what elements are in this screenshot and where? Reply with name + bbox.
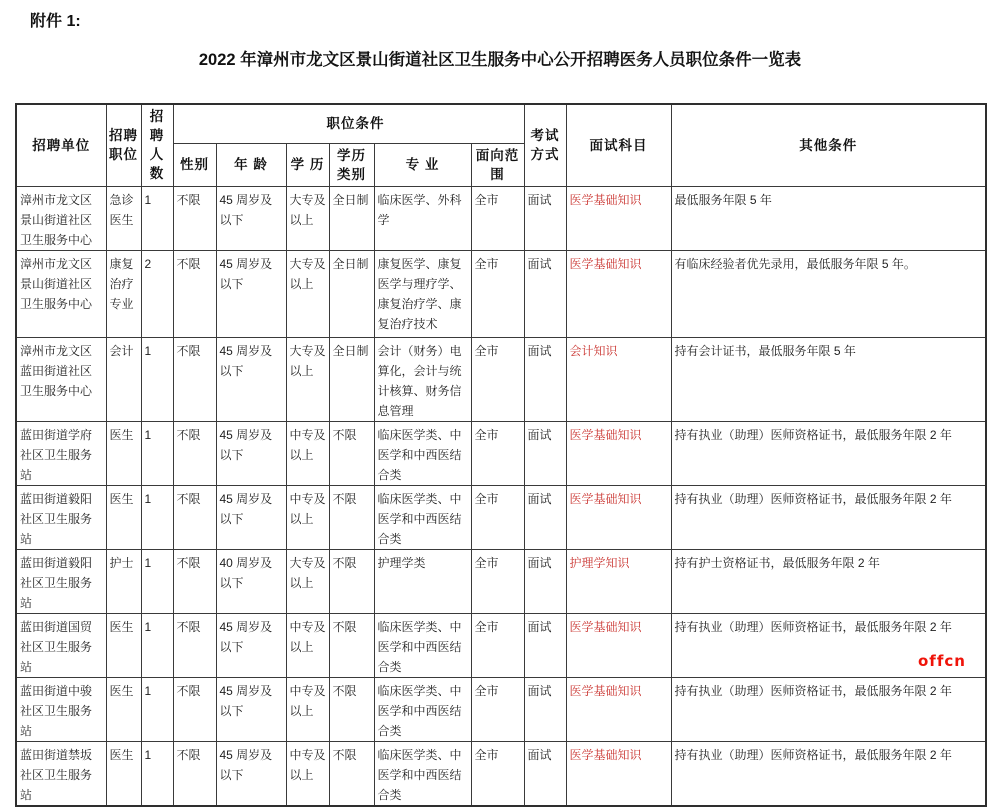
cell-position: 会计 xyxy=(106,337,141,421)
table-body xyxy=(16,186,986,806)
cell-count: 1 xyxy=(141,741,173,806)
cell-other: 持有执业（助理）医师资格证书，最低服务年限 2 年 xyxy=(671,485,986,549)
cell-education: 中专及以上 xyxy=(286,421,329,485)
table-row xyxy=(16,421,986,485)
cell-count: 2 xyxy=(141,250,173,337)
cell-other: 持有执业（助理）医师资格证书，最低服务年限 2 年 xyxy=(671,741,986,806)
cell-unit: 蓝田街道国贸社区卫生服务站 xyxy=(16,613,106,677)
cell-age: 45 周岁及以下 xyxy=(216,250,286,337)
cell-subject: 医学基础知识 xyxy=(566,485,671,549)
cell-education: 大专及以上 xyxy=(286,186,329,250)
cell-edu_type: 不限 xyxy=(329,549,374,613)
cell-other: 持有护士资格证书，最低服务年限 2 年 xyxy=(671,549,986,613)
cell-count: 1 xyxy=(141,337,173,421)
cell-scope: 全市 xyxy=(471,250,524,337)
cell-education: 大专及以上 xyxy=(286,250,329,337)
cell-major: 康复医学、康复医学与理疗学、康复治疗学、康复治疗技术 xyxy=(374,250,471,337)
cell-position: 医生 xyxy=(106,485,141,549)
header-other: 其他条件 xyxy=(671,104,986,186)
cell-major: 会计（财务）电算化，会计与统计核算、财务信息管理 xyxy=(374,337,471,421)
header-exam-method: 考试方式 xyxy=(524,104,566,186)
cell-edu_type: 全日制 xyxy=(329,337,374,421)
cell-scope: 全市 xyxy=(471,613,524,677)
header-major: 专 业 xyxy=(374,143,471,186)
cell-unit: 蓝田街道学府社区卫生服务站 xyxy=(16,421,106,485)
cell-major: 临床医学类、中医学和中西医结合类 xyxy=(374,677,471,741)
cell-scope: 全市 xyxy=(471,677,524,741)
cell-exam: 面试 xyxy=(524,250,566,337)
cell-other: 持有执业（助理）医师资格证书，最低服务年限 2 年 xyxy=(671,421,986,485)
cell-edu_type: 全日制 xyxy=(329,186,374,250)
cell-subject: 医学基础知识 xyxy=(566,250,671,337)
cell-gender: 不限 xyxy=(173,741,216,806)
table-row xyxy=(16,250,986,337)
cell-edu_type: 不限 xyxy=(329,421,374,485)
cell-gender: 不限 xyxy=(173,337,216,421)
cell-education: 中专及以上 xyxy=(286,677,329,741)
cell-position: 医生 xyxy=(106,741,141,806)
cell-edu_type: 不限 xyxy=(329,677,374,741)
cell-count: 1 xyxy=(141,613,173,677)
cell-exam: 面试 xyxy=(524,677,566,741)
table-row xyxy=(16,613,986,677)
cell-count: 1 xyxy=(141,485,173,549)
table-row xyxy=(16,677,986,741)
cell-other: 有临床经验者优先录用，最低服务年限 5 年。 xyxy=(671,250,986,337)
cell-gender: 不限 xyxy=(173,613,216,677)
cell-age: 45 周岁及以下 xyxy=(216,186,286,250)
table-header xyxy=(16,104,986,186)
cell-education: 中专及以上 xyxy=(286,741,329,806)
cell-unit: 蓝田街道中骏社区卫生服务站 xyxy=(16,677,106,741)
cell-scope: 全市 xyxy=(471,186,524,250)
cell-education: 中专及以上 xyxy=(286,485,329,549)
cell-age: 45 周岁及以下 xyxy=(216,337,286,421)
cell-exam: 面试 xyxy=(524,613,566,677)
cell-unit: 漳州市龙文区景山街道社区卫生服务中心 xyxy=(16,186,106,250)
cell-subject: 医学基础知识 xyxy=(566,677,671,741)
cell-unit: 蓝田街道禁坂社区卫生服务站 xyxy=(16,741,106,806)
table-row xyxy=(16,337,986,421)
cell-scope: 全市 xyxy=(471,337,524,421)
table-row xyxy=(16,741,986,806)
cell-position: 康复治疗专业 xyxy=(106,250,141,337)
cell-subject: 医学基础知识 xyxy=(566,186,671,250)
header-unit: 招聘单位 xyxy=(16,104,106,186)
cell-position: 护士 xyxy=(106,549,141,613)
cell-scope: 全市 xyxy=(471,549,524,613)
cell-age: 40 周岁及以下 xyxy=(216,549,286,613)
header-count: 招聘人数 xyxy=(141,104,173,186)
cell-position: 急诊医生 xyxy=(106,186,141,250)
cell-unit: 蓝田街道毅阳社区卫生服务站 xyxy=(16,549,106,613)
table-row xyxy=(16,186,986,250)
attachment-label: 附件 1: xyxy=(30,13,81,30)
cell-education: 大专及以上 xyxy=(286,549,329,613)
cell-exam: 面试 xyxy=(524,741,566,806)
cell-count: 1 xyxy=(141,186,173,250)
cell-gender: 不限 xyxy=(173,186,216,250)
cell-count: 1 xyxy=(141,421,173,485)
cell-edu_type: 全日制 xyxy=(329,250,374,337)
cell-exam: 面试 xyxy=(524,485,566,549)
cell-subject: 会计知识 xyxy=(566,337,671,421)
header-interview-subject: 面试科目 xyxy=(566,104,671,186)
cell-major: 临床医学类、中医学和中西医结合类 xyxy=(374,421,471,485)
cell-count: 1 xyxy=(141,549,173,613)
cell-position: 医生 xyxy=(106,421,141,485)
cell-gender: 不限 xyxy=(173,549,216,613)
header-age: 年 龄 xyxy=(216,143,286,186)
cell-age: 45 周岁及以下 xyxy=(216,677,286,741)
cell-subject: 医学基础知识 xyxy=(566,741,671,806)
cell-education: 大专及以上 xyxy=(286,337,329,421)
cell-edu_type: 不限 xyxy=(329,613,374,677)
cell-other: 最低服务年限 5 年 xyxy=(671,186,986,250)
offcn-watermark: offcn xyxy=(918,652,966,670)
cell-position: 医生 xyxy=(106,677,141,741)
recruitment-table xyxy=(15,103,987,807)
cell-exam: 面试 xyxy=(524,549,566,613)
header-position: 招聘职位 xyxy=(106,104,141,186)
cell-scope: 全市 xyxy=(471,485,524,549)
cell-gender: 不限 xyxy=(173,421,216,485)
cell-gender: 不限 xyxy=(173,485,216,549)
cell-age: 45 周岁及以下 xyxy=(216,741,286,806)
cell-position: 医生 xyxy=(106,613,141,677)
cell-gender: 不限 xyxy=(173,250,216,337)
cell-other: 持有执业（助理）医师资格证书，最低服务年限 2 年 xyxy=(671,677,986,741)
cell-major: 临床医学、外科学 xyxy=(374,186,471,250)
cell-major: 临床医学类、中医学和中西医结合类 xyxy=(374,741,471,806)
cell-age: 45 周岁及以下 xyxy=(216,613,286,677)
cell-subject: 医学基础知识 xyxy=(566,613,671,677)
page-title: 2022 年漳州市龙文区景山街道社区卫生服务中心公开招聘医务人员职位条件一览表 xyxy=(198,51,802,69)
cell-unit: 漳州市龙文区蓝田街道社区卫生服务中心 xyxy=(16,337,106,421)
cell-scope: 全市 xyxy=(471,741,524,806)
cell-age: 45 周岁及以下 xyxy=(216,485,286,549)
cell-major: 临床医学类、中医学和中西医结合类 xyxy=(374,613,471,677)
cell-count: 1 xyxy=(141,677,173,741)
table-row xyxy=(16,549,986,613)
table-row xyxy=(16,485,986,549)
cell-unit: 漳州市龙文区景山街道社区卫生服务中心 xyxy=(16,250,106,337)
cell-age: 45 周岁及以下 xyxy=(216,421,286,485)
cell-subject: 医学基础知识 xyxy=(566,421,671,485)
cell-other: 持有执业（助理）医师资格证书，最低服务年限 2 年 xyxy=(671,613,986,677)
cell-major: 临床医学类、中医学和中西医结合类 xyxy=(374,485,471,549)
cell-scope: 全市 xyxy=(471,421,524,485)
cell-subject: 护理学知识 xyxy=(566,549,671,613)
header-edu-type: 学历类别 xyxy=(329,143,374,186)
cell-edu_type: 不限 xyxy=(329,485,374,549)
header-gender: 性别 xyxy=(173,143,216,186)
cell-unit: 蓝田街道毅阳社区卫生服务站 xyxy=(16,485,106,549)
cell-education: 中专及以上 xyxy=(286,613,329,677)
cell-major: 护理学类 xyxy=(374,549,471,613)
cell-exam: 面试 xyxy=(524,421,566,485)
cell-exam: 面试 xyxy=(524,337,566,421)
cell-other: 持有会计证书，最低服务年限 5 年 xyxy=(671,337,986,421)
cell-edu_type: 不限 xyxy=(329,741,374,806)
header-conditions-group: 职位条件 xyxy=(173,104,524,143)
cell-exam: 面试 xyxy=(524,186,566,250)
cell-gender: 不限 xyxy=(173,677,216,741)
header-education: 学 历 xyxy=(286,143,329,186)
header-scope: 面向范围 xyxy=(471,143,524,186)
